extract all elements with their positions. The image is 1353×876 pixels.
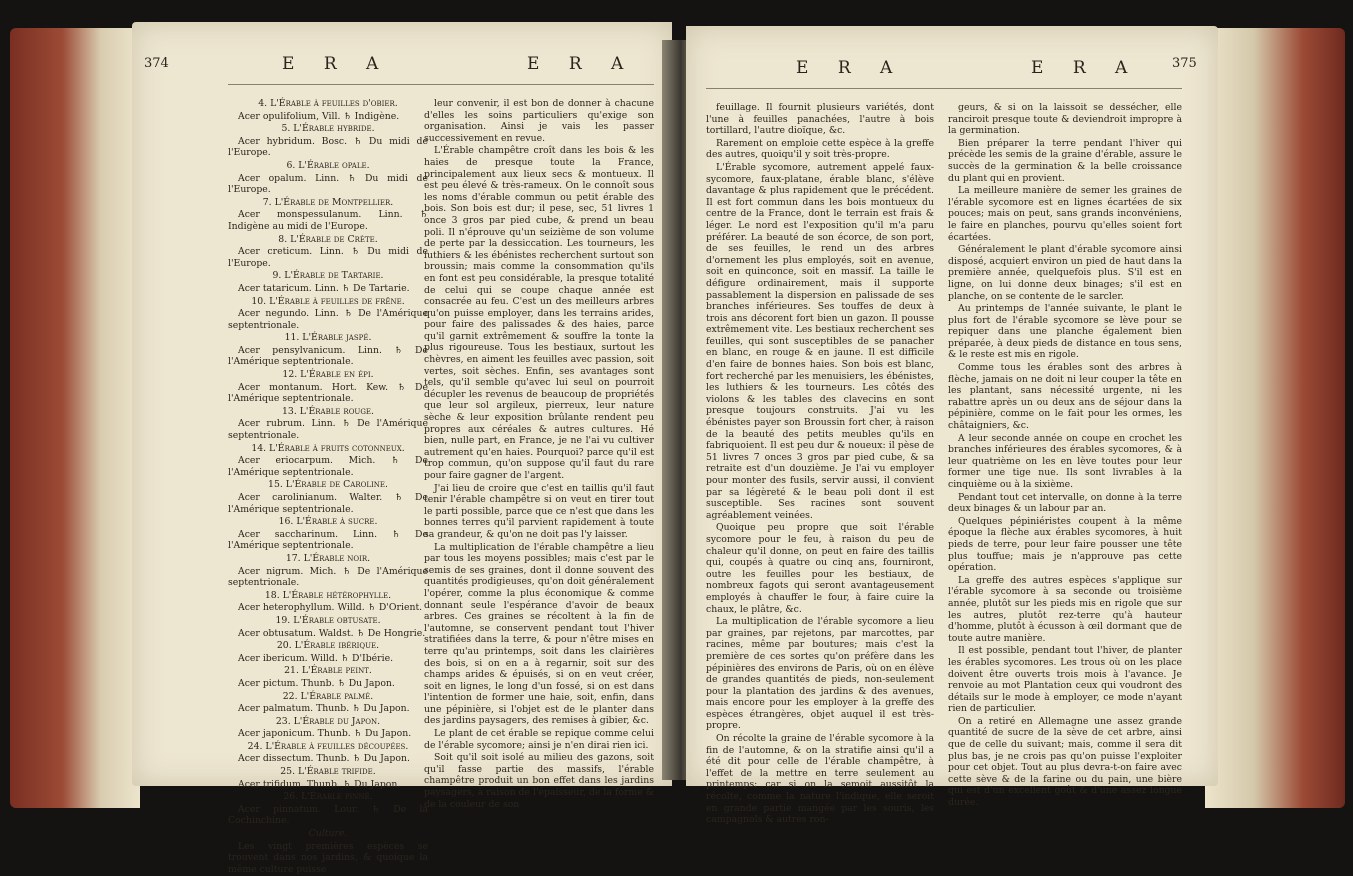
paragraph: Acer creticum. Linn. ♄ Du midi de l'Europe. [228,246,428,269]
paragraph: 26. L'Érable pinné. [283,791,373,803]
right-page [686,26,1218,826]
paragraph: Il est possible, pendant tout l'hiver, de planter les érables sycomores. Les trous où on les place doivent être ouverts trois mois à l'avance. Je renvoie au mot Plantation ceux qui voudront des détails sur le mode à employer, ce mode n'ayant rien de particulier. [948,645,1182,715]
left-page-number: 374 [144,56,169,71]
paragraph: Culture. [308,828,348,840]
paragraph: Au printemps de l'année suivante, le plant le plus fort de l'érable sycomore se lève pour se repiquer dans une planche également bien préparée, à deux pieds de distance en tous sens, & le reste est mis en rigole. [948,303,1182,361]
paragraph: leur convenir, il est bon de donner à chacune d'elles les soins particuliers qu'exige son organisation. Ainsi je vais les passer successivement en revue. [424,98,654,144]
left-column-1 [228,98,428,876]
left-header-rule [228,84,654,85]
paragraph: 4. L'Érable à feuilles d'obier. [258,98,398,109]
paragraph: 6. L'Érable opale. [286,159,370,171]
paragraph: L'Érable champêtre croît dans les bois & les haies de presque toute la France, principalement aux lieux secs & montueux. Il est peu élevé & très-rameux. On le connoît sous les noms d'érable commun ou petit érable des bois. Son bois est dur; il pese, sec, 51 livres 1 once 3 gros par pied cube, & prend un beau poli. Il n'éprouve qu'un seizième de son volume de perte par la dessiccation. Les tourneurs, les luthiers & les ébénistes recherchent surtout son broussin; mais comme la consommation qu'ils en font est peu considérable, la presque totalité de celui qui se coupe chaque année est consacrée au feu. C'est un des meilleurs arbres qu'on puisse employer, dans les terrains arides, pour faire des palissades & des haies, parce qu'il garnit extrêmement & souffre la tonte la plus rigoureuse. Tous les bestiaux, surtout les chèvres, en aiment les feuilles avec passion, soit vertes, soit sèches. Enfin, ses avantages sont tels, qu'il semble qu'avec lui seul on pourroit décupler les revenus de beaucoup de propriétés que leur sol argileux, pierreux, leur nature sèche & leur exposition brûlante rendent peu propres aux céréales & autres cultures. Hé bien, nulle part, en France, je ne l'ai vu cultiver autrement qu'en haies. Pourquoi? parce qu'il est trop commun, qu'on suppose qu'il faut du rare pour faire gagner de l'argent. [424,145,654,481]
paragraph: 10. L'Érable à feuilles de frêne. [251,295,405,307]
paragraph: Acer trifidum. Thunb. ♄ Du Japon. [238,778,401,790]
left-column-2 [424,98,654,811]
left-running-header-2: E R A [527,54,636,74]
right-column-1 [706,102,934,827]
paragraph: Soit qu'il soit isolé au milieu des gazons, soit qu'il fasse partie des massifs, l'érable champêtre produit un bon effet dans les jardins paysagers, à raison de l'épaisseur, de la forme & de la couleur de son [424,752,654,810]
paragraph: 21. L'Érable peint. [284,665,372,677]
book-edge-right [1205,28,1345,808]
paragraph: 20. L'Érable ibérique. [276,640,380,652]
paragraph: J'ai lieu de croire que c'est en taillis qu'il faut tenir l'érable champêtre si on veut en tirer tout le parti possible, parce que ce n'est que dans les bonnes terres qu'il parvient rapidement à toute sa grandeur, & qu'on ne doit pas l'y laisser. [424,482,654,540]
paragraph: A leur seconde année on coupe en crochet les branches inférieures des érables sycomores, & à leur quatrième on les en lève toutes pour leur former une tige nue. Ils sont livrables à la cinquième ou à la sixième. [948,432,1182,490]
paragraph: Acer opulifolium, Vill. ♄ Indigène. [238,110,400,122]
paragraph: 15. L'Érable de Caroline. [268,479,388,491]
paragraph: Acer pictum. Thunb. ♄ Du Japon. [238,677,395,689]
paragraph: Les vingt premières espèces se trouvent dans nos jardins, & quoique la même culture puisse [228,840,428,875]
paragraph: 24. L'Érable à feuilles découpées. [247,740,409,752]
paragraph: Acer palmatum. Thunb. ♄ Du Japon. [238,703,410,715]
paragraph: Acer tataricum. Linn. ♄ De Tartarie. [238,282,410,294]
paragraph: 18. L'Érable hétérophylle. [264,589,392,601]
paragraph: Acer obtusatum. Waldst. ♄ De Hongrie. [238,627,426,639]
paragraph: 23. L'Érable du Japon. [275,715,381,727]
paragraph: On a retiré en Allemagne une assez grande quantité de sucre de la sève de cet arbre, ainsi que de celle du suivant; mais, comme il sera dit plus bas, je ne crois pas qu'on puisse l'exploiter pour cet objet. Tout au plus devra-t-on faire avec cette sève & de la farine ou du pain, une bière qui est d'un excellent goût & d'une assez longue durée. [948,715,1182,809]
paragraph: 17. L'Érable noir. [285,552,371,564]
paragraph: 19. L'Érable obtusate. [275,614,381,626]
paragraph: 7. L'Érable de Montpellier. [262,196,394,208]
paragraph: Généralement le plant d'érable sycomore ainsi disposé, acquiert environ un pied de haut dans la première année, quelquefois plus. S'il est en ligne, on lui donne deux binages; s'il est en planche, on se contente de le sarcler. [948,244,1182,302]
paragraph: Acer pensylvanicum. Linn. ♄ De l'Amérique septentrionale. [228,344,428,368]
paragraph: 13. L'Érable rouge. [281,405,374,417]
paragraph: Acer eriocarpum. Mich. ♄ De l'Amérique septentrionale. [228,455,428,478]
paragraph: Acer nigrum. Mich. ♄ De l'Amérique septentrionale. [228,565,428,589]
paragraph: Acer ibericum. Willd. ♄ D'Ibérie. [238,652,394,664]
right-running-header-2: E R A [1031,58,1140,78]
right-header-rule [706,88,1182,89]
right-running-header-1: E R A [796,58,905,78]
paragraph: L'Érable sycomore, autrement appelé faux-sycomore, faux-platane, érable blanc, s'élève davantage & plus rapidement que le précédent. Il est fort commun dans les bois montueux du centre de la France, dont le terrain est frais & léger. Le nord est l'exposition qu'il m'a paru préférer. La beauté de son écorce, de son port, de ses feuilles, le rend un des arbres d'ornement les plus employés, soit en avenue, soit en quinconce, soit en massif. La taille le défigure ordinairement, mais il supporte passablement la dispersion en palissade de ses branches inférieures. Ses touffes de deux à trois ans décorent fort bien un gazon. Il pousse extrêmement vite. Les bestiaux recherchent ses feuilles, qui sont susceptibles de se panacher en blanc, en rouge & en jaune. Il est difficile d'en faire de bonnes haies. Son bois est blanc, fort recherché par les menuisiers, les ébénistes, les luthiers & les tourneurs. Les côtés des violons & les tables des clavecins en sont presque toujours construits. J'ai vu les ébénistes payer son Broussin fort cher, à raison de la beauté des petits meubles qu'ils en fabriquoient. Il est peu dur & noueux: il pèse de 51 livres 7 onces 3 gros par pied cube, & sa retraite est d'un douzième. Je l'ai vu employer pour monter des fusils, servir aussi, il convient par sa légèreté & le beau poli dont il est susceptible. Ses racines sont souvent agréablement veinées. [706,161,934,521]
paragraph: 12. L'Érable en épi. [282,369,374,381]
paragraph: Acer dissectum. Thunb. ♄ Du Japon. [238,753,410,765]
paragraph: 14. L'Érable à fruits cotonneux. [251,442,405,454]
paragraph: Bien préparer la terre pendant l'hiver qui précède les semis de la graine d'érable, assure le succès de la germination & la belle croissance du plant qui en provient. [948,137,1182,184]
paragraph: 25. L'Érable trifide. [280,766,376,778]
book-edge-left [10,28,140,808]
paragraph: 11. L'Érable jaspé. [284,332,372,344]
paragraph: Comme tous les érables sont des arbres à flèche, jamais on ne doit ni leur couper la tête en les plantant, sans nécessité urgente, ni les rabattre après un ou deux ans de séjour dans la pépinière, comme on le fait pour les ormes, les châtaigniers, &c. [948,362,1182,432]
paragraph: Pendant tout cet intervalle, on donne à la terre deux binages & un labour par an. [948,491,1182,515]
right-page-number: 375 [1172,56,1197,71]
paragraph: La meilleure manière de semer les graines de l'érable sycomore est en lignes écartées de six pouces; mais on peut, sans grands inconvéniens, le faire en planches, pourvu qu'elles soient fort écartées. [948,185,1182,243]
paragraph: Acer negundo. Linn. ♄ De l'Amérique septentrionale. [228,308,428,331]
paragraph: La multiplication de l'érable champêtre a lieu par tous les moyens possibles; mais c'est par le semis de ses graines, dont il donne souvent des quantités prodigieuses, qu'on doit généralement l'opérer, comme la plus économique & comme donnant seule l'espérance d'avoir de beaux arbres. Ces graines se récoltent à la fin de l'automne, se conservent pendant tout l'hiver stratifiées dans la terre, & pour n'être mises en terre qu'au printemps, soit dans les clairières des bois, si on en a à regarnir, soit sur des champs arides & épuisés, si on en veut créer, soit en lignes, le long d'un fossé, si on est dans l'intention de former une haie, soit, enfin, dans une pépinière, si l'objet est de le planter dans des jardins paysagers, des remises à gibier, &c. [424,541,654,727]
paragraph: La multiplication de l'érable sycomore a lieu par graines, par rejetons, par marcottes, par racines, même par boutures; mais c'est la première de ces sortes qu'on préfère dans les pépinières des environs de Paris, où on en élève de grandes quantités de pieds, non-seulement pour la plantation des jardins & des avenues, mais encore pour les employer à la greffe des espèces étrangères, objet auquel il est très-propre. [706,616,934,732]
paragraph: La greffe des autres espèces s'applique sur l'érable sycomore à sa seconde ou troisième année, plutôt sur les pieds mis en rigole que sur les autres, plutôt rez-terre qu'à hauteur d'homme, plutôt à écusson à œil dormant que de toute autre manière. [948,574,1182,644]
paragraph: 5. L'Érable hybride. [281,123,375,135]
paragraph: 16. L'Érable à sucre. [278,516,378,528]
paragraph: Quelques pépiniéristes coupent à la même époque la flèche aux érables sycomores, à huit pieds de terre, pour leur faire pousser une tête plus touffue; mais je n'approuve pas cette opération. [948,515,1182,574]
right-column-2 [948,102,1182,810]
paragraph: Acer monspessulanum. Linn. ♄ Indigène au midi de l'Europe. [228,209,428,232]
paragraph: Acer hybridum. Bosc. ♄ Du midi de l'Europe. [228,135,428,159]
paragraph: Acer heterophyllum. Willd. ♄ D'Orient. [238,602,423,614]
paragraph: Acer carolinianum. Walter. ♄ De l'Amérique septentrionale. [228,492,428,515]
paragraph: Le plant de cet érable se repique comme celui de l'érable sycomore; ainsi je n'en dirai rien ici. [424,728,654,751]
paragraph: Acer saccharinum. Linn. ♄ De l'Amérique septentrionale. [228,528,428,552]
paragraph: Acer opalum. Linn. ♄ Du midi de l'Europe. [228,172,428,196]
paragraph: Acer montanum. Hort. Kew. ♄ De l'Amérique septentrionale. [228,381,428,405]
left-running-header-1: E R A [282,54,391,74]
paragraph: Rarement on emploie cette espèce à la greffe des autres, quoiqu'il y soit très-propre. [706,137,934,161]
paragraph: 9. L'Érable de Tartarie. [272,270,384,282]
left-page [132,22,672,875]
paragraph: feuillage. Il fournit plusieurs variétés, dont l'une à feuilles panachées, l'autre à bois tortillard, l'autre dioïque, &c. [706,102,934,137]
paragraph: On récolte la graine de l'érable sycomore à la fin de l'automne, & on la stratifie ainsi qu'il a été dit pour celle de l'érable champêtre, à l'effet de la mettre en terre seulement au printemps; car si on la semoit aussitôt la récolte, comme la nature l'indique, elle seroit en grande partie mangée par les souris, les campagnols & autres ron- [706,733,934,826]
paragraph: Acer rubrum. Linn. ♄ De l'Amérique septentrionale. [228,418,428,442]
paragraph: Acer pinnatum. Lour. ♄ De la Cochinchine. [228,803,428,827]
paragraph: Acer japonicum. Thunb. ♄ Du Japon. [238,728,412,740]
paragraph: 22. L'Érable palmé. [282,690,374,702]
paragraph: geurs, & si on la laissoit se dessécher, elle ranciroit presque toute & deviendroit impropre à la germination. [948,102,1182,137]
paragraph: Quoique peu propre que soit l'érable sycomore pour le feu, à raison du peu de chaleur qu'il donne, on peut en faire des taillis qui, coupés à quatre ou cinq ans, fourniront, outre les feuilles pour les bestiaux, de nombreux fagots qui seront avantageusement employés à chauffer le four, à faire cuire la chaux, le plâtre, &c. [706,522,934,615]
paragraph: 8. L'Érable de Crète. [278,233,378,245]
